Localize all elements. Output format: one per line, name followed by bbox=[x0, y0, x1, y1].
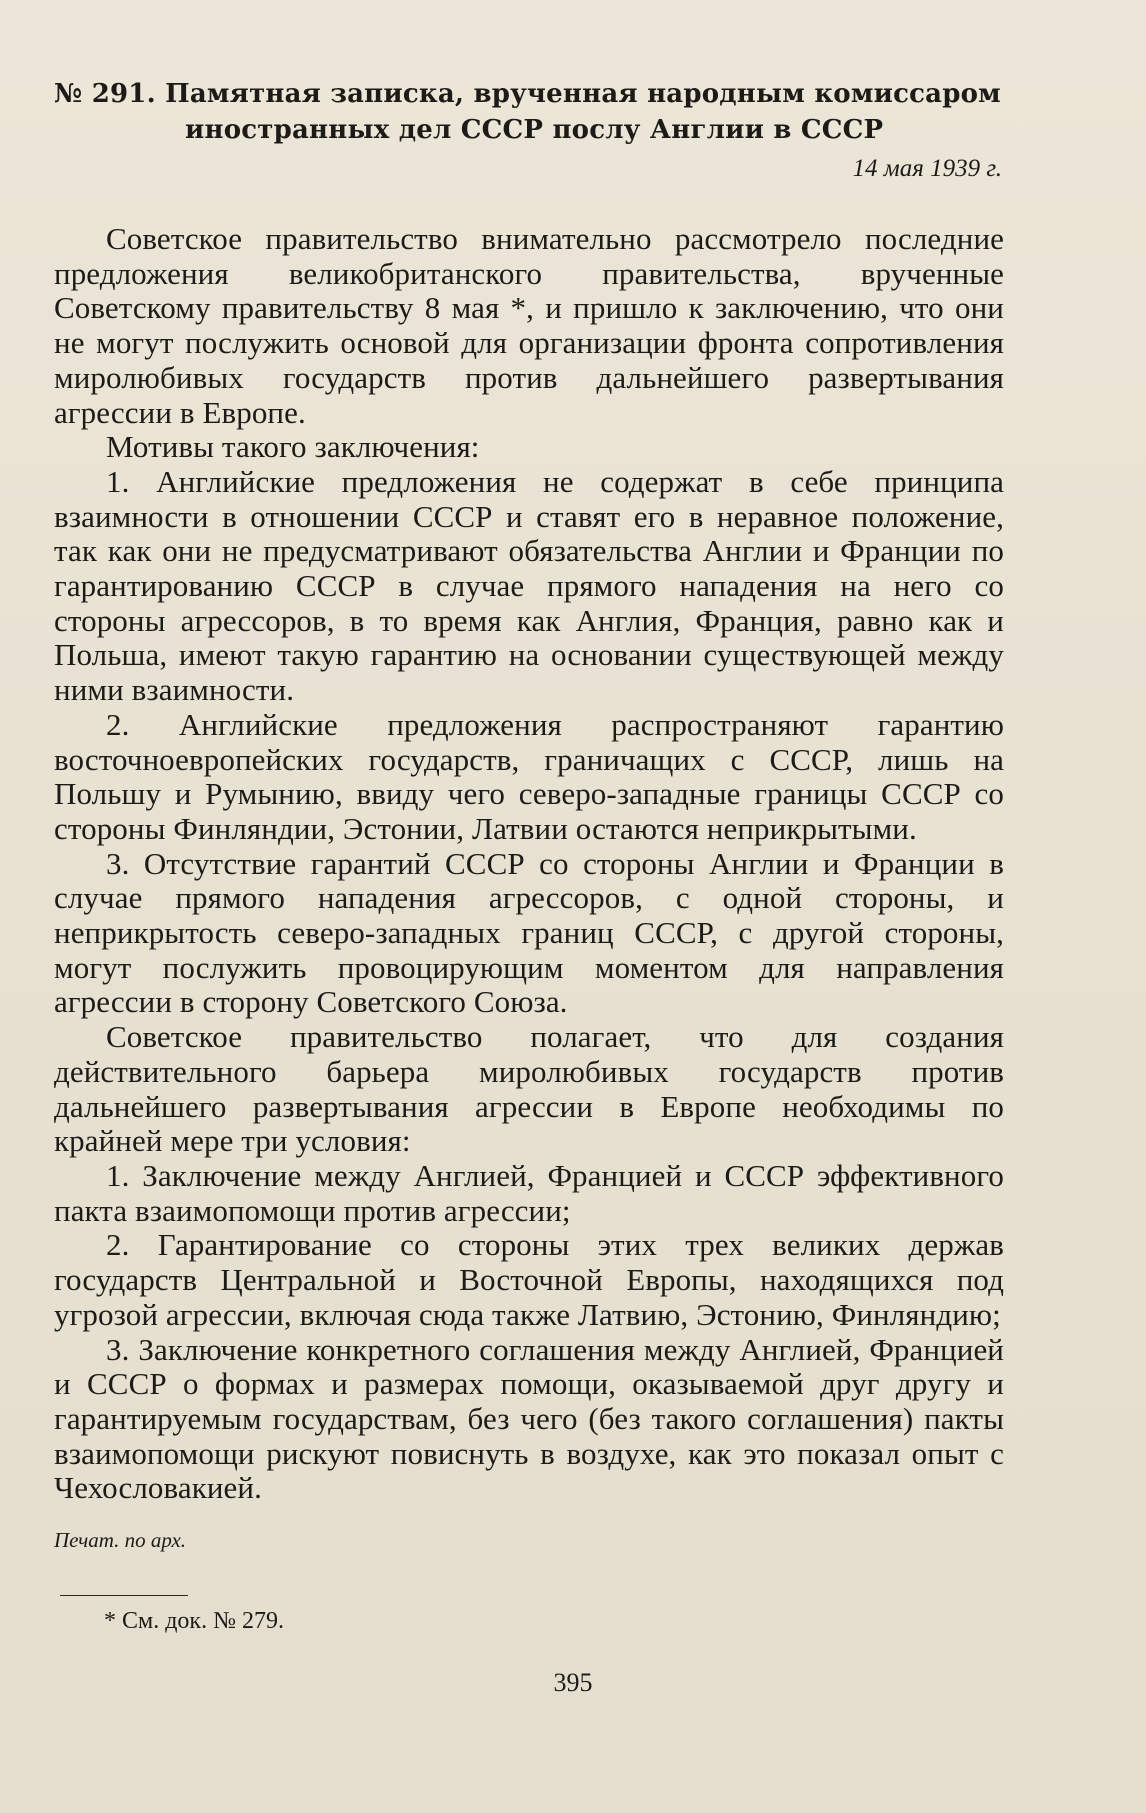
paragraph-condition-1: 1. Заключение между Англией, Францией и СССР эффективного пакта взаимопомощи против агрессии; bbox=[54, 1157, 1004, 1228]
paragraph-condition-2: 2. Гарантирование со стороны этих трех великих держав государств Центральной и Восточной Европы, находящихся под угрозой агрессии, включая сюда также Латвию, Эстонию, Финляндию; bbox=[54, 1227, 1004, 1332]
paragraph-intro: Советское правительство внимательно рассмотрело последние предложения великобританского правительства, врученные Советскому правительству 8 мая *, и пришло к заключению, что они не могут послужить основой для организации фронта сопротивления миролюбивых государств против дальнейшего развертывания агрессии в Европе. bbox=[54, 221, 1004, 430]
page-number: 395 bbox=[553, 1668, 593, 1697]
paragraph-motive-2: 2. Английские предложения распространяют гарантию восточноевропейских государств, граничащих с СССР, лишь на Польшу и Румынию, ввиду чего северо-западные границы СССР со стороны Финляндии, Эстонии, Латвии остаются неприкрытыми. bbox=[54, 706, 1004, 846]
paragraph-condition-3: 3. Заключение конкретного соглашения между Англией, Францией и СССР о формах и размерах помощи, оказываемой друг другу и гарантируемым государствам, без чего (без такого соглашения) пакты взаимопомощи рискуют повиснуть в воздухе, как это показал опыт с Чехословакией. bbox=[54, 1331, 1004, 1506]
paragraph-motive-3: 3. Отсутствие гарантий СССР со стороны Англии и Франции в случае прямого нападения агрессоров, с одной стороны, и неприкрытость северо-западных границ СССР, с другой стороны, могут послужить провоцирующим моментом для направления агрессии в сторону Советского Союза. bbox=[54, 845, 1004, 1020]
text-column bbox=[54, 76, 1004, 1635]
document-body bbox=[54, 222, 1004, 1506]
source-note: Печат. по арх. bbox=[54, 1528, 187, 1553]
paragraph-motive-1: 1. Английские предложения не содержат в себе принципа взаимности в отношении СССР и ставят его в неравное положение, так как они не предусматривают обязательства Англии и Франции по гарантированию СССР в случае прямого нападения на него со стороны агрессоров, в то время как Англия, Франция, равно как и Польша, имеют такую гарантию на основании существующей между ними взаимности. bbox=[54, 463, 1004, 708]
document-date: 14 мая 1939 г. bbox=[852, 155, 1002, 182]
paragraph-motives: Мотивы такого заключения: bbox=[106, 429, 480, 465]
footnote: * См. док. № 279. bbox=[104, 1608, 284, 1635]
footnote-divider bbox=[60, 1595, 188, 1596]
document-title: № 291. Памятная записка, врученная народным комиссаром иностранных дел СССР послу Англии в СССР bbox=[54, 79, 1001, 145]
paragraph-conditions-intro: Советское правительство полагает, что для создания действительного барьера миролюбивых государств против дальнейшего развертывания агрессии в Европе необходимы по крайней мере три условия: bbox=[54, 1019, 1004, 1159]
